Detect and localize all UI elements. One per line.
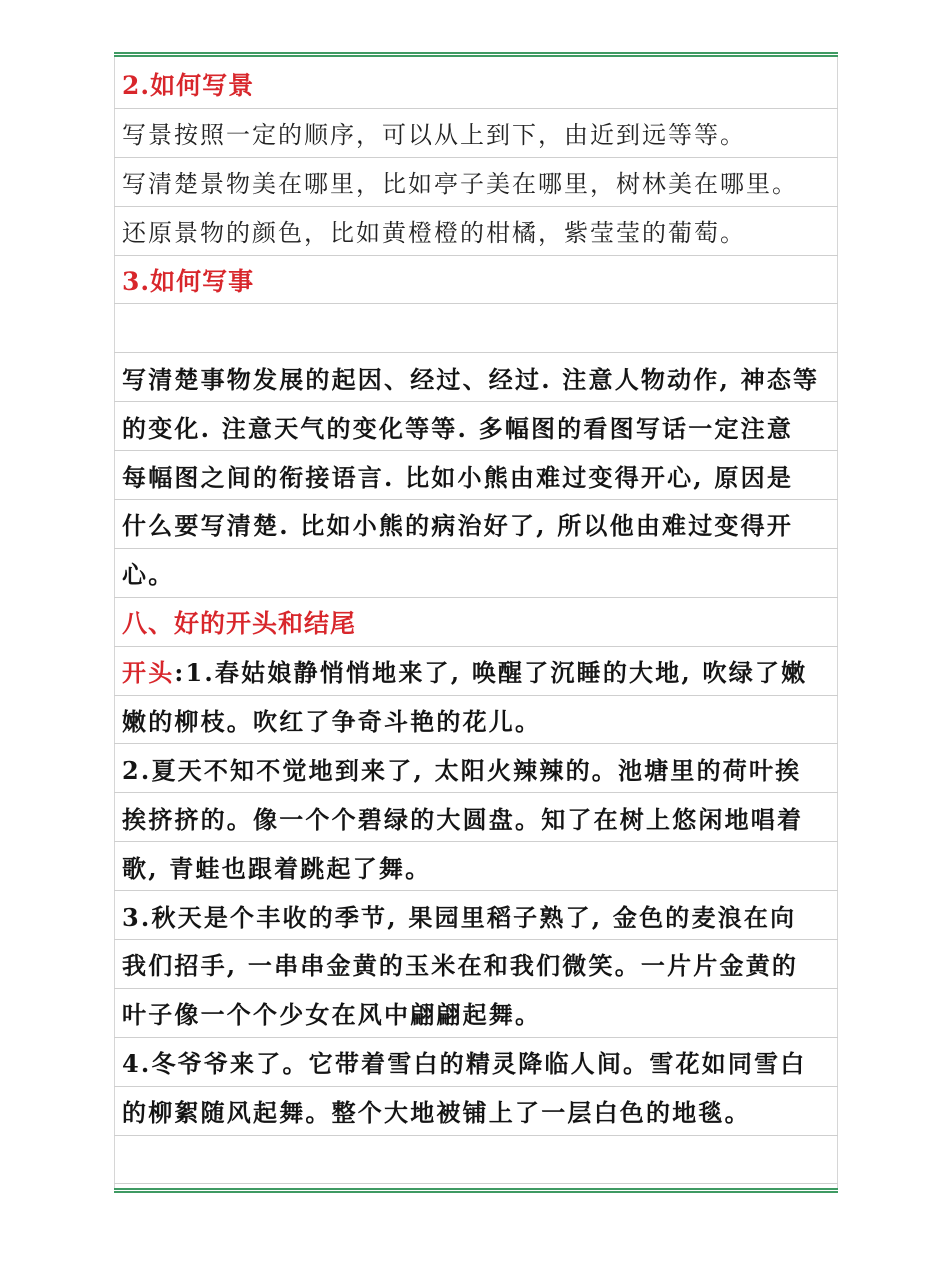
blank-line <box>114 304 838 353</box>
text-line-opening-label <box>114 647 838 696</box>
text-line: 嫩的柳枝。吹红了争奇斗艳的花儿。 <box>114 696 838 745</box>
heading-scenery: 2.如何写景 <box>114 60 838 109</box>
bottom-double-rule <box>114 1188 838 1193</box>
opening-label: 开头 <box>122 658 175 688</box>
text-line: 写清楚景物美在哪里，比如亭子美在哪里，树林美在哪里。 <box>114 158 838 207</box>
text-line: 歌, 青蛙也跟着跳起了舞。 <box>114 842 838 891</box>
text-line: 心。 <box>114 549 838 598</box>
text-line: 挨挤挤的。像一个个碧绿的大圆盘。知了在树上悠闲地唱着 <box>114 793 838 842</box>
text-line: 叶子像一个个少女在风中翩翩起舞。 <box>114 989 838 1038</box>
heading-openings: 八、好的开头和结尾 <box>114 598 838 647</box>
opening-first-line: :1.春姑娘静悄悄地来了, 唤醒了沉睡的大地, 吹绿了嫩 <box>174 658 808 688</box>
text-line: 2.夏天不知不觉地到来了, 太阳火辣辣的。池塘里的荷叶挨 <box>114 744 838 793</box>
text-rows <box>114 60 838 1184</box>
text-line: 还原景物的颜色，比如黄橙橙的柑橘，紫莹莹的葡萄。 <box>114 207 838 256</box>
top-double-rule <box>114 52 838 57</box>
text-line: 什么要写清楚. 比如小熊的病治好了, 所以他由难过变得开 <box>114 500 838 549</box>
text-line: 写景按照一定的顺序，可以从上到下，由近到远等等。 <box>114 109 838 158</box>
text-line: 我们招手, 一串串金黄的玉米在和我们微笑。一片片金黄的 <box>114 940 838 989</box>
heading-events: 3.如何写事 <box>114 256 838 305</box>
text-line: 3.秋天是个丰收的季节, 果园里稻子熟了, 金色的麦浪在向 <box>114 891 838 940</box>
text-line: 的柳絮随风起舞。整个大地被铺上了一层白色的地毯。 <box>114 1087 838 1136</box>
ruled-paper <box>114 52 838 1198</box>
blank-line <box>114 1136 838 1185</box>
text-line: 每幅图之间的衔接语言. 比如小熊由难过变得开心, 原因是 <box>114 451 838 500</box>
text-line: 4.冬爷爷来了。它带着雪白的精灵降临人间。雪花如同雪白 <box>114 1038 838 1087</box>
text-line: 的变化. 注意天气的变化等等. 多幅图的看图写话一定注意 <box>114 402 838 451</box>
text-line: 写清楚事物发展的起因、经过、经过. 注意人物动作, 神态等 <box>114 353 838 402</box>
